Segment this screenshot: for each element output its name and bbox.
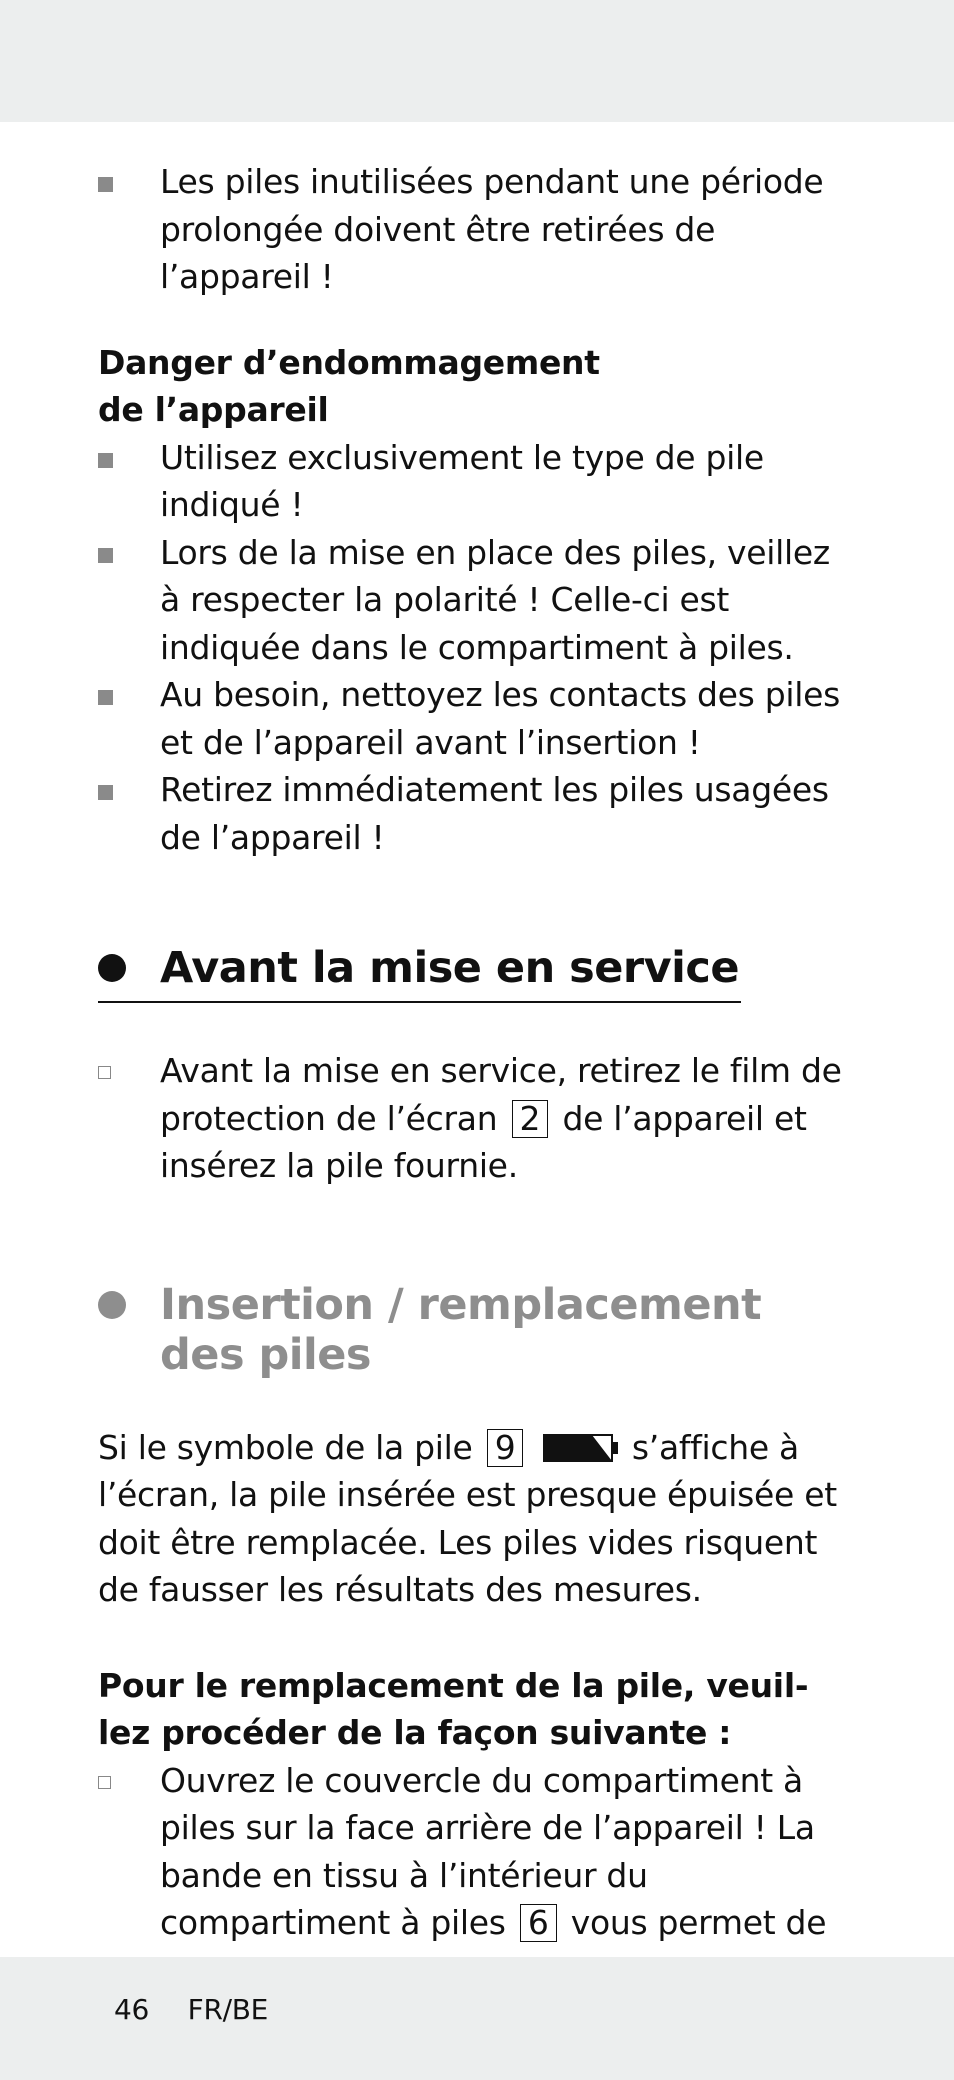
bullet-dot-icon [98, 1291, 126, 1319]
square-bullet-icon [98, 453, 113, 468]
list-item-text: Au besoin, nettoyez les contacts des piles et de l’appareil avant l’insertion ! [160, 675, 841, 762]
list-item [98, 529, 858, 672]
list-item-text: Utilisez exclusivement le type de pile indiqué ! [160, 437, 764, 524]
page-footer [114, 1990, 268, 2030]
bullet-dot-icon [98, 954, 126, 982]
square-bullet-icon [98, 177, 113, 192]
checkbox-bullet-icon [98, 1066, 111, 1079]
danger-heading: Danger d’endommagement de l’appareil [98, 342, 600, 429]
list-item-text: Retirez immédiatement les piles usagées de l’appareil ! [160, 770, 829, 857]
figure-reference: 9 [487, 1429, 524, 1467]
step-item: Ouvrez le couvercle du compartiment à piles sur la face arrière de l’appareil ! La bande en tissu à l’intérieur du compartiment à piles 6 vous permet de [98, 1757, 858, 1995]
list-item-text: Les piles inutilisées pendant une période prolongée doivent être retirées de l’appareil ! [160, 162, 824, 296]
procedure-heading: Pour le remplacement de la pile, veuil- lez procéder de la façon suivante : [98, 1665, 809, 1752]
figure-reference: 2 [512, 1100, 549, 1138]
page-number: 46 [114, 1993, 150, 2026]
battery-low-icon [542, 1433, 618, 1463]
top-margin-band [0, 0, 954, 122]
list-item [98, 434, 858, 529]
step-item: Avant la mise en service, retirez le film de protection de l’écran 2 de l’appareil et insérez la pile fournie. [98, 1047, 858, 1190]
list-item-text: Lors de la mise en place des piles, veillez à respecter la polarité ! Celle-ci est indiquée dans le compartiment à piles. [160, 532, 830, 667]
battery-paragraph: Si le symbole de la pile 9 s’affiche à l’écran, la pile insérée est presque épuisée et doit être remplacée. Les piles vides risquent de fausser les résultats des mesures. [98, 1427, 837, 1609]
section-title-before-use: Avant la mise en service [98, 943, 741, 1003]
square-bullet-icon [98, 785, 113, 800]
square-bullet-icon [98, 548, 113, 563]
section-title-battery: Insertion / remplacement des piles [98, 1280, 858, 1380]
list-item [98, 766, 858, 861]
list-item [98, 671, 858, 766]
square-bullet-icon [98, 690, 113, 705]
list-item [98, 158, 858, 301]
checkbox-bullet-icon [98, 1776, 111, 1789]
locale-label: FR/BE [187, 1993, 269, 2026]
page-content [98, 158, 858, 1994]
figure-reference: 6 [520, 1904, 557, 1942]
